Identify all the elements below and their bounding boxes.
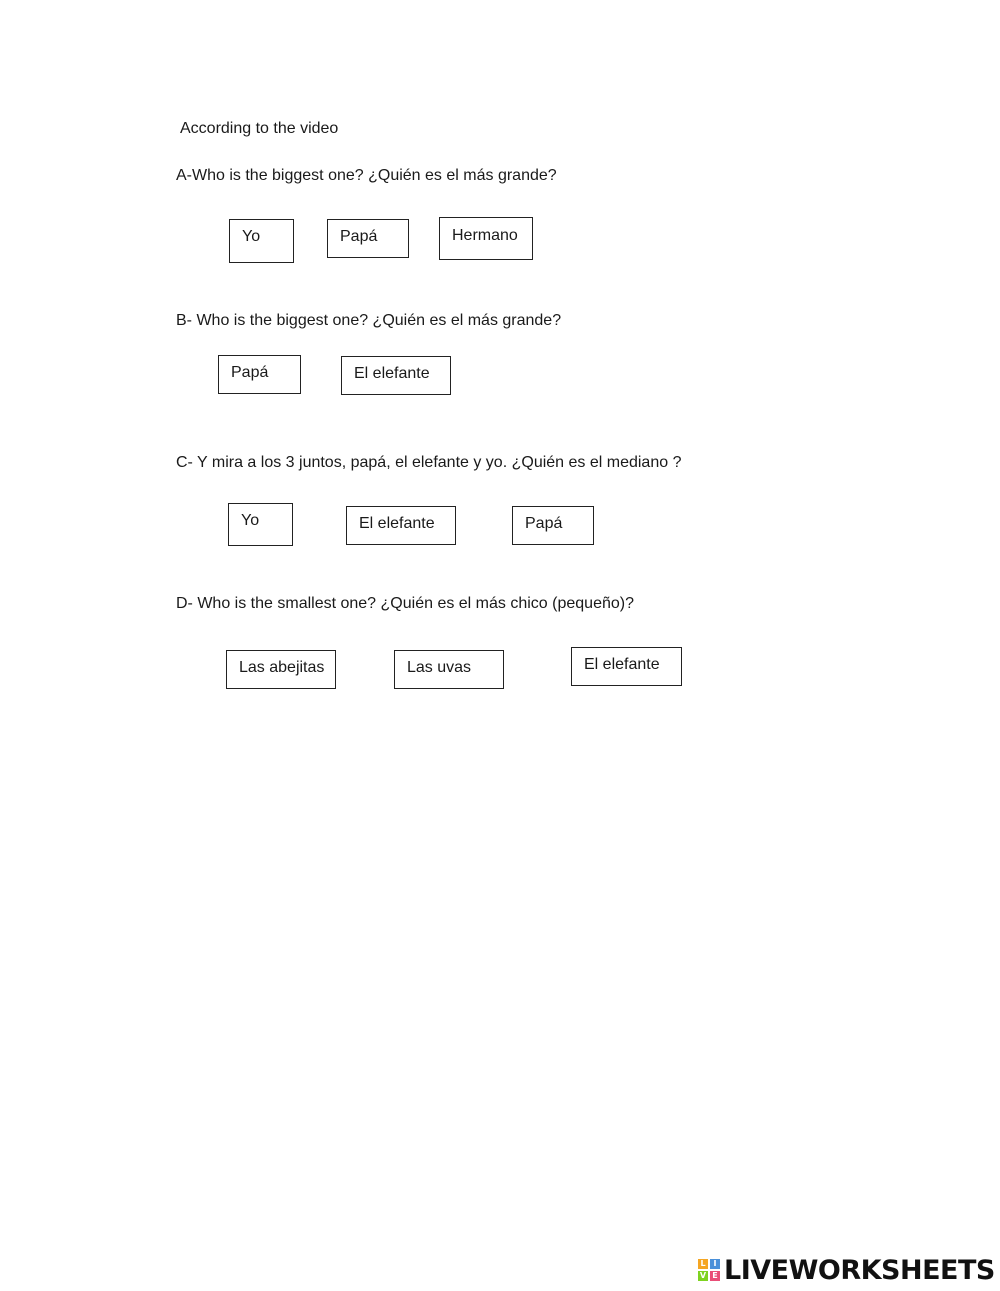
- option-d-el-elefante[interactable]: El elefante: [571, 647, 682, 686]
- logo-mark-letter: L: [698, 1259, 708, 1269]
- option-a-yo[interactable]: Yo: [229, 219, 294, 263]
- option-a-hermano[interactable]: Hermano: [439, 217, 533, 260]
- option-d-las-uvas[interactable]: Las uvas: [394, 650, 504, 689]
- option-d-las-abejitas[interactable]: Las abejitas: [226, 650, 336, 689]
- logo-mark-letter: V: [699, 1271, 707, 1280]
- logo-mark-letter: E: [710, 1271, 720, 1281]
- option-a-papa[interactable]: Papá: [327, 219, 409, 258]
- option-b-el-elefante[interactable]: El elefante: [341, 356, 451, 395]
- question-b-text: B- Who is the biggest one? ¿Quién es el más grande?: [176, 312, 562, 329]
- logo-mark-icon: [698, 1259, 720, 1281]
- question-a-text: A-Who is the biggest one? ¿Quién es el más grande?: [176, 167, 557, 184]
- option-c-papa[interactable]: Papá: [512, 506, 594, 545]
- question-c-text: C- Y mira a los 3 juntos, papá, el elefante y yo. ¿Quién es el mediano ?: [176, 454, 682, 471]
- option-c-el-elefante[interactable]: El elefante: [346, 506, 456, 545]
- option-c-yo[interactable]: Yo: [228, 503, 293, 546]
- option-b-papa[interactable]: Papá: [218, 355, 301, 394]
- worksheet-intro: According to the video: [180, 120, 339, 137]
- liveworksheets-logo: [698, 1256, 995, 1284]
- logo-text: LIVEWORKSHEETS: [724, 1254, 995, 1286]
- question-d-text: D- Who is the smallest one? ¿Quién es el más chico (pequeño)?: [176, 595, 634, 612]
- logo-mark-letter: I: [710, 1259, 720, 1269]
